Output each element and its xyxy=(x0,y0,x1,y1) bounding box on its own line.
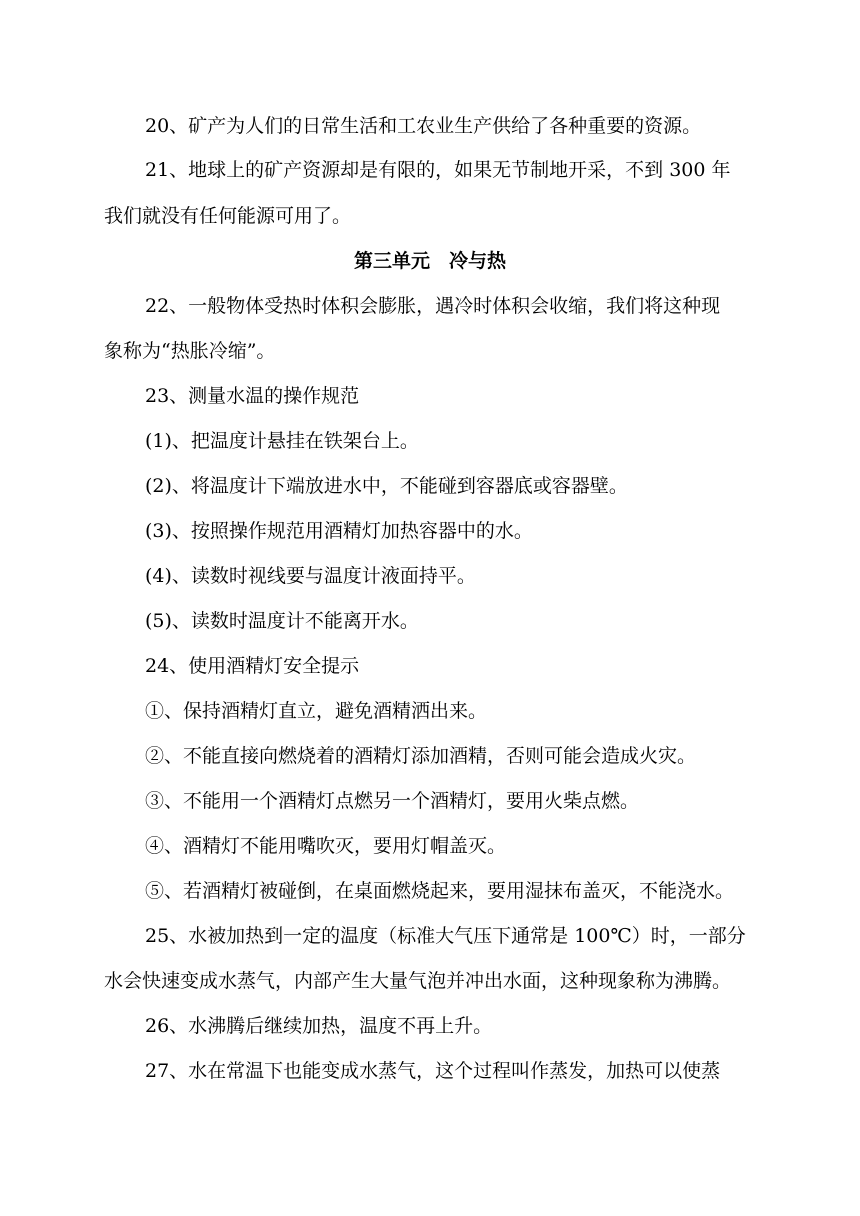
step-3: (3)、按照操作规范用酒精灯加热容器中的水。 xyxy=(145,520,533,542)
tip-4: ④、酒精灯不能用嘴吹灭，要用灯帽盖灭。 xyxy=(145,835,507,857)
paragraph-21-line-1: 21、地球上的矿产资源却是有限的，如果无节制地开采，不到 300 年 xyxy=(145,159,731,181)
paragraph-23-heading: 23、测量水温的操作规范 xyxy=(145,385,360,407)
paragraph-25-line-1: 25、水被加热到一定的温度（标准大气压下通常是 100℃）时，一部分 xyxy=(145,925,746,947)
paragraph-22-line-2: 象称为“热胀冷缩”。 xyxy=(104,340,276,362)
section-title: 第三单元 冷与热 xyxy=(353,250,506,272)
paragraph-20: 20、矿产为人们的日常生活和工农业生产供给了各种重要的资源。 xyxy=(145,115,702,137)
tip-1: ①、保持酒精灯直立，避免酒精洒出来。 xyxy=(145,700,488,722)
step-2: (2)、将温度计下端放进水中，不能碰到容器底或容器壁。 xyxy=(145,475,628,497)
tip-2: ②、不能直接向燃烧着的酒精灯添加酒精，否则可能会造成火灾。 xyxy=(145,745,697,767)
paragraph-21-line-2: 我们就没有任何能源可用了。 xyxy=(104,205,352,227)
tip-3: ③、不能用一个酒精灯点燃另一个酒精灯，要用火柴点燃。 xyxy=(145,790,640,812)
paragraph-22-line-1: 22、一般物体受热时体积会膨胀，遇冷时体积会收缩，我们将这种现 xyxy=(145,295,721,317)
paragraph-27-line-1: 27、水在常温下也能变成水蒸气，这个过程叫作蒸发，加热可以使蒸 xyxy=(145,1060,721,1082)
paragraph-25-line-2: 水会快速变成水蒸气，内部产生大量气泡并冲出水面，这种现象称为沸腾。 xyxy=(104,970,732,992)
tip-5: ⑤、若酒精灯被碰倒，在桌面燃烧起来，要用湿抹布盖灭，不能浇水。 xyxy=(145,880,735,902)
step-1: (1)、把温度计悬挂在铁架台上。 xyxy=(145,430,419,452)
step-5: (5)、读数时温度计不能离开水。 xyxy=(145,610,419,632)
paragraph-24-heading: 24、使用酒精灯安全提示 xyxy=(145,655,360,677)
paragraph-26: 26、水沸腾后继续加热，温度不再上升。 xyxy=(145,1015,493,1037)
step-4: (4)、读数时视线要与温度计液面持平。 xyxy=(145,565,476,587)
